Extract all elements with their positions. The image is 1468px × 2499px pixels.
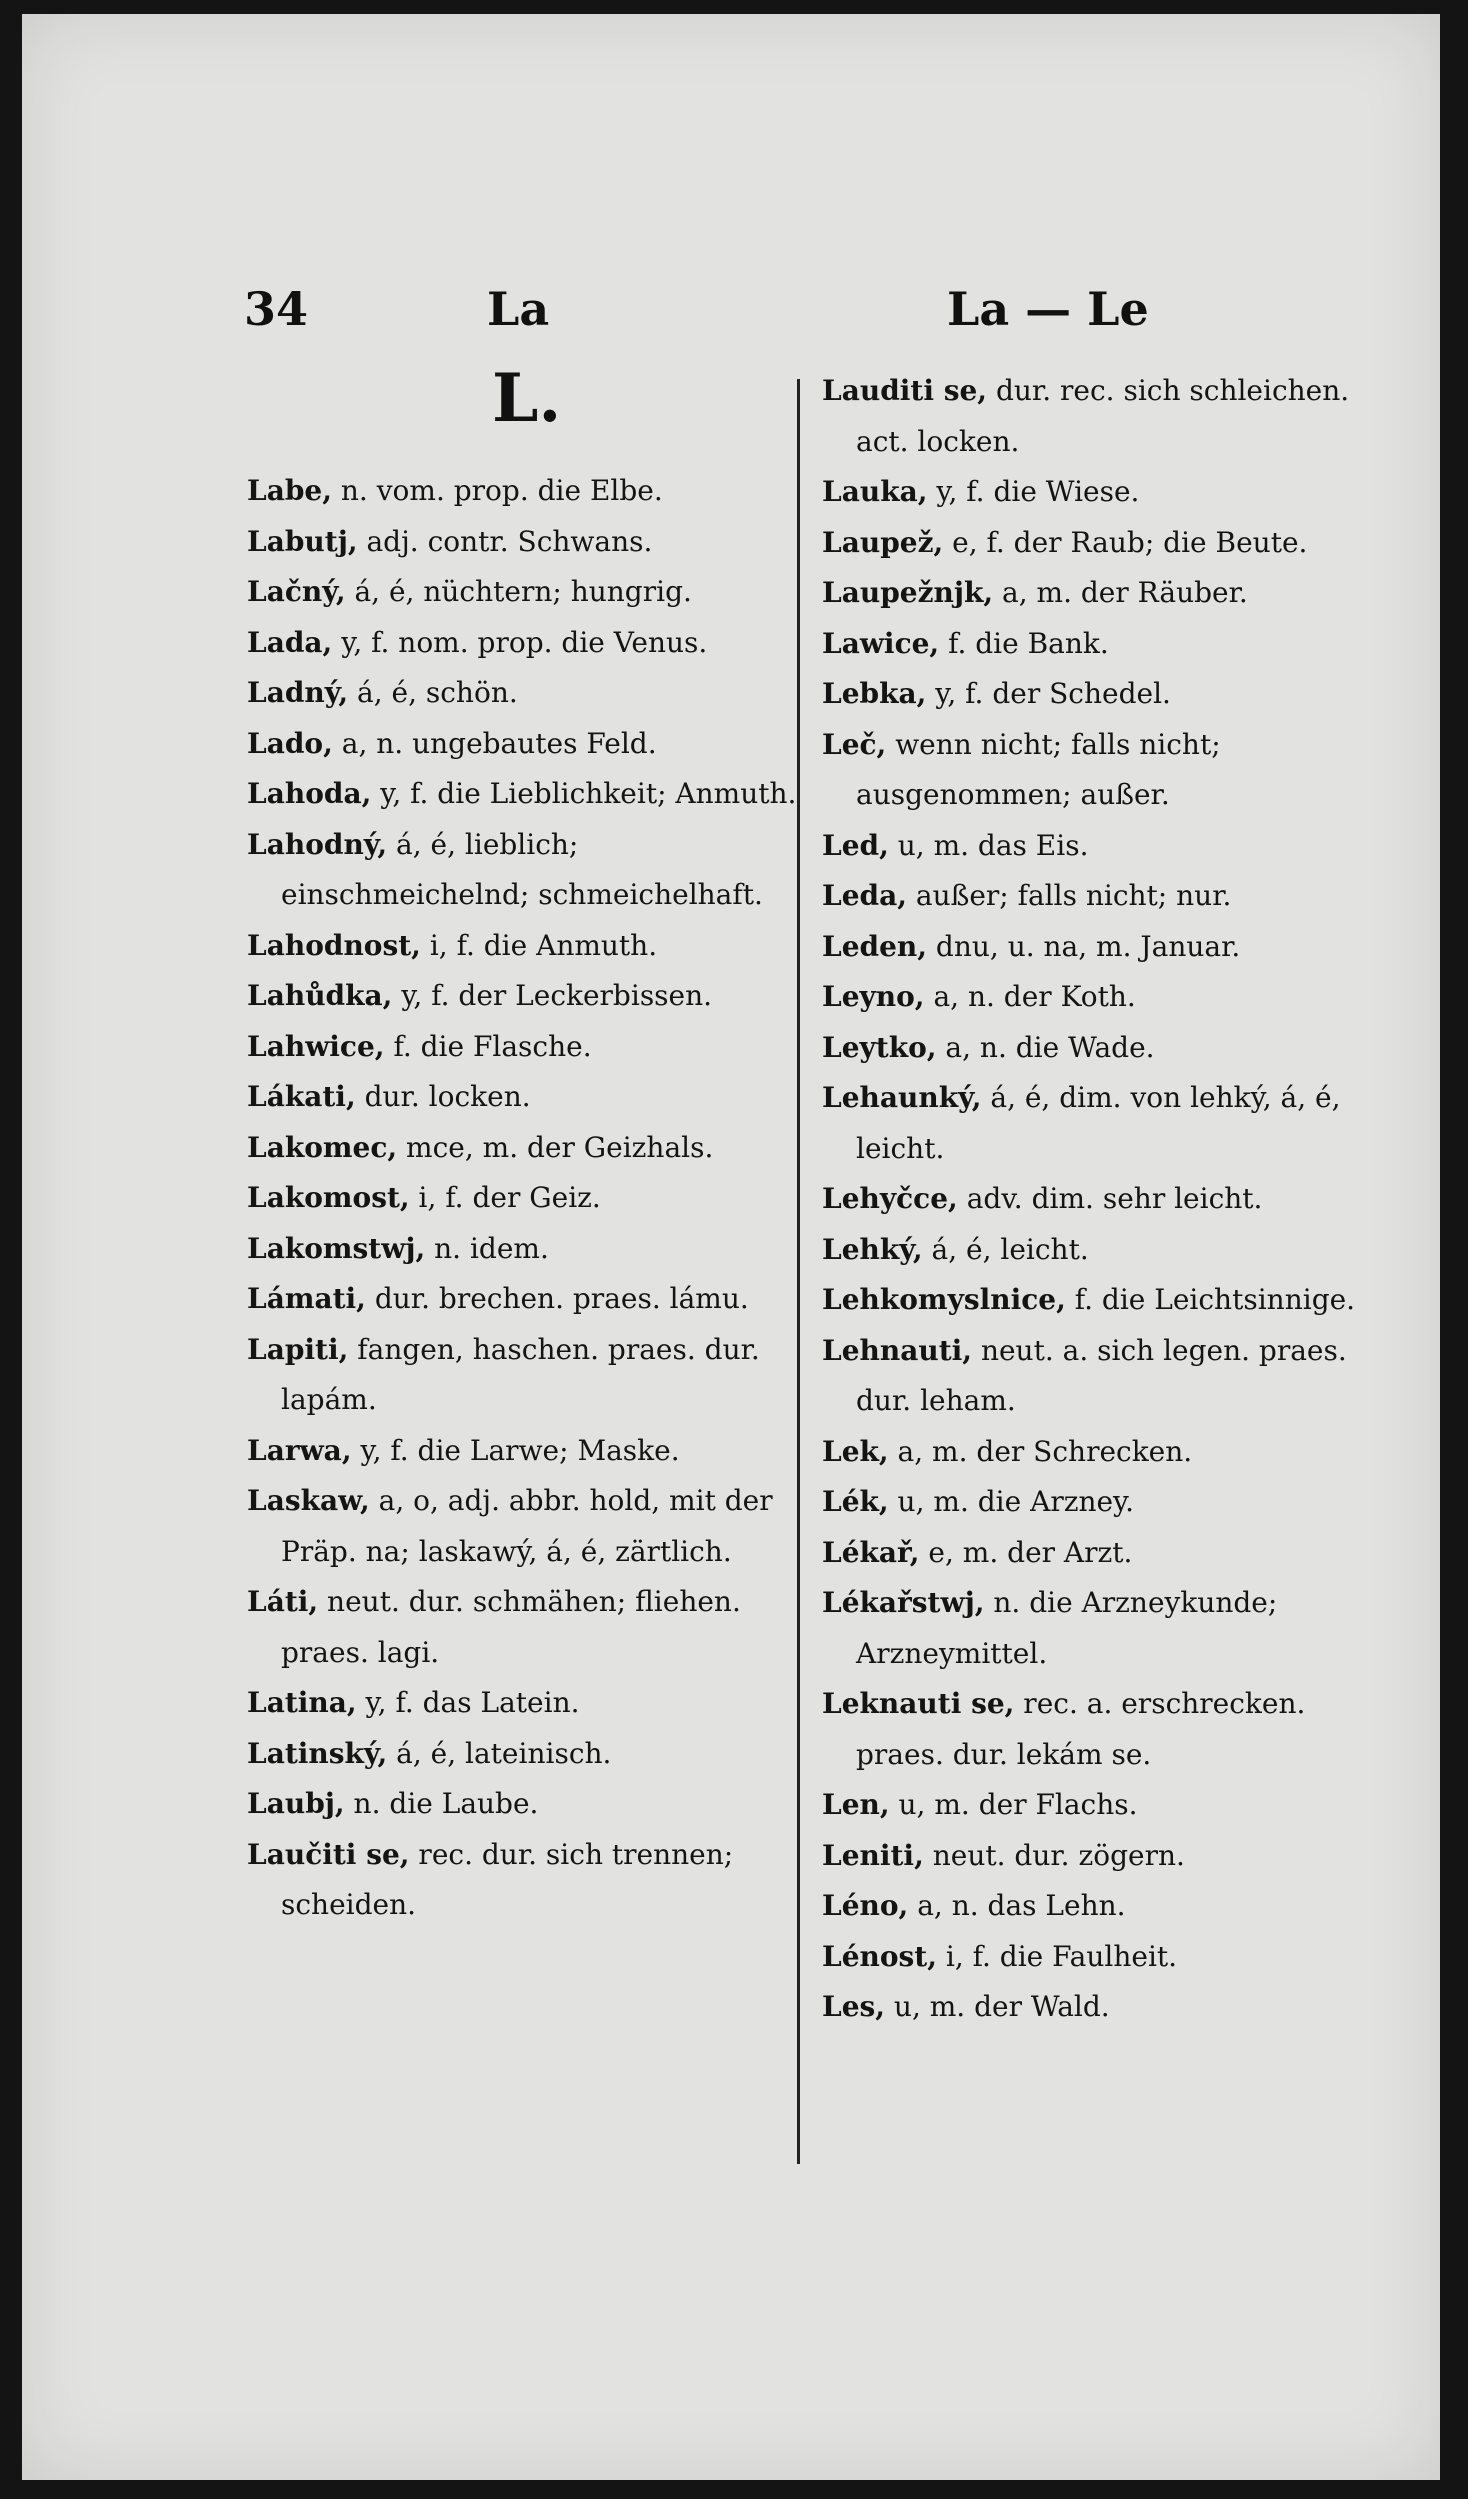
entry-definition: y, f. nom. prop. die Venus. [332,625,708,659]
entry-headword: Lehkomyslnice, [822,1283,1066,1316]
entry-headword: Leda, [822,879,907,912]
entry-definition: a, n. der Koth. [924,980,1136,1013]
entry-headword: Lado, [247,726,333,760]
dictionary-entry [822,821,1382,872]
dictionary-entry [247,820,807,921]
entry-headword: Lahodnost, [247,928,421,962]
entry-headword: Lénost, [822,1939,937,1973]
entry-headword: Leknauti se, [822,1687,1015,1720]
entry-headword: Lauditi se, [822,374,988,407]
dictionary-entry [247,1830,807,1931]
dictionary-entry [822,1578,1382,1679]
entry-headword: Lawice, [822,626,940,660]
entry-headword: Labutj, [247,524,358,558]
dictionary-entry [247,1476,807,1577]
entry-definition: neut. dur. schmähen; fliehen. praes. lagi. [281,1585,741,1669]
entry-definition: i, f. die Anmuth. [420,928,658,962]
dictionary-entry [822,1275,1382,1326]
dictionary-entry [247,1224,807,1275]
entry-headword: Lehnauti, [822,1333,973,1367]
dictionary-entry [822,1073,1382,1174]
dictionary-entry [247,1173,807,1224]
entry-headword: Lauka, [822,475,928,508]
entry-definition: á, é, nüchtern; hungrig. [345,575,692,608]
dictionary-entry [247,1274,807,1325]
left-running-head: La [487,282,550,336]
dictionary-entry [822,1225,1382,1276]
right-column [822,366,1382,2033]
entry-headword: Laučiti se, [247,1837,410,1871]
entry-headword: Les, [822,1990,886,2023]
entry-definition: a, n. die Wade. [936,1030,1155,1064]
entry-headword: Lehyčce, [822,1182,958,1215]
entry-definition: u, m. der Wald. [885,1990,1110,2023]
dictionary-entry [822,366,1382,467]
dictionary-entry [247,1426,807,1477]
dictionary-entry [822,568,1382,619]
entry-headword: Lačný, [247,575,346,608]
entry-definition: y, f. das Latein. [356,1686,580,1719]
entry-definition: f. die Leichtsinnige. [1065,1283,1356,1316]
column-divider [797,379,800,2164]
dictionary-entry [247,517,807,568]
entry-headword: Leyno, [822,980,925,1013]
dictionary-entry [822,467,1382,518]
left-column [247,466,807,1931]
entry-definition: y, f. die Wiese. [927,475,1140,508]
entry-definition: rec. a. erschrecken. praes. dur. lekám se. [856,1687,1306,1771]
entry-headword: Ladný, [247,676,349,709]
entry-headword: Lebka, [822,677,927,710]
entry-headword: Lámati, [247,1282,366,1315]
entry-definition: n. idem. [425,1231,549,1265]
section-letter: L. [492,359,562,437]
dictionary-entry [822,518,1382,569]
entry-headword: Latinský, [247,1736,388,1770]
entry-headword: Lehký, [822,1232,923,1266]
entry-definition: n. die Arzneykunde; Arzneymittel. [856,1586,1278,1670]
dictionary-entry [247,1072,807,1123]
dictionary-entry [247,618,807,669]
entry-definition: y, f. die Lieblichkeit; Anmuth. [371,777,797,810]
entry-definition: y, f. der Leckerbissen. [392,979,713,1012]
entry-definition: dur. rec. sich schleichen. act. locken. [856,374,1350,458]
entry-headword: Leden, [822,929,927,963]
dictionary-entry [247,1678,807,1729]
dictionary-entry [247,466,807,517]
entry-definition: mce, m. der Geizhals. [397,1130,714,1164]
entry-headword: Lek, [822,1434,889,1468]
entry-headword: Labe, [247,474,332,507]
dictionary-entry [247,1577,807,1678]
entry-headword: Lahodný, [247,827,388,861]
dictionary-entry [822,1427,1382,1478]
dictionary-entry [822,1881,1382,1932]
entry-headword: Laskaw, [247,1484,370,1517]
dictionary-entry [247,1022,807,1073]
entry-headword: Leč, [822,727,887,761]
entry-definition: a, m. der Schrecken. [888,1434,1193,1468]
dictionary-entry [822,1982,1382,2033]
dictionary-page [22,14,1440,2480]
entry-definition: fangen, haschen. praes. dur. lapám. [281,1332,760,1416]
dictionary-entry [247,719,807,770]
dictionary-entry [822,1326,1382,1427]
entry-definition: u, m. das Eis. [888,828,1089,862]
entry-definition: y, f. der Schedel. [926,677,1171,710]
dictionary-entry [822,871,1382,922]
dictionary-entry [247,668,807,719]
entry-definition: u, m. der Flachs. [889,1788,1138,1821]
entry-headword: Len, [822,1788,890,1821]
dictionary-entry [247,1779,807,1830]
entry-headword: Lahwice, [247,1029,385,1063]
entry-headword: Lehaunký, [822,1081,982,1114]
page-header [22,14,1440,334]
entry-definition: wenn nicht; falls nicht; ausgenommen; außer. [856,727,1221,811]
entry-headword: Latina, [247,1686,357,1719]
dictionary-entry [822,1932,1382,1983]
entry-headword: Lakomec, [247,1130,398,1164]
entry-definition: a, n. ungebautes Feld. [332,726,657,760]
entry-definition: y, f. die Larwe; Maske. [351,1433,680,1467]
entry-headword: Lék, [822,1485,889,1518]
dictionary-entry [822,1023,1382,1074]
dictionary-entry [247,921,807,972]
entry-headword: Lékařstwj, [822,1586,985,1619]
entry-definition: adv. dim. sehr leicht. [957,1182,1263,1215]
dictionary-entry [247,567,807,618]
dictionary-entry [247,1123,807,1174]
entry-definition: dur. locken. [355,1080,531,1113]
entry-definition: á, é, schön. [348,676,518,709]
entry-headword: Lapiti, [247,1332,349,1366]
entry-headword: Léno, [822,1889,909,1922]
dictionary-entry [247,1729,807,1780]
dictionary-entry [822,1679,1382,1780]
entry-definition: á, é, lateinisch. [387,1736,612,1770]
page-number: 34 [244,282,309,336]
entry-definition: e, m. der Arzt. [919,1535,1133,1569]
dictionary-entry [822,972,1382,1023]
right-running-head: La — Le [947,282,1149,336]
entry-definition: adj. contr. Schwans. [357,524,653,558]
entry-headword: Leytko, [822,1030,937,1064]
entry-definition: außer; falls nicht; nur. [906,879,1232,912]
dictionary-entry [822,1174,1382,1225]
entry-definition: dur. brechen. praes. lámu. [365,1282,749,1315]
entry-definition: á, é, leicht. [922,1232,1089,1266]
entry-headword: Led, [822,828,889,862]
entry-definition: a, n. das Lehn. [908,1889,1126,1922]
entry-headword: Lahoda, [247,777,372,810]
entry-definition: e, f. der Raub; die Beute. [943,525,1308,559]
entry-definition: i, f. die Faulheit. [936,1939,1178,1973]
entry-headword: Láti, [247,1585,319,1618]
entry-headword: Leniti, [822,1838,924,1872]
entry-headword: Lékař, [822,1535,920,1569]
entry-definition: a, m. der Räuber. [993,576,1248,609]
entry-headword: Laupež, [822,525,944,559]
entry-headword: Lakomstwj, [247,1231,426,1265]
entry-definition: á, é, lieblich; einschmeichelnd; schmeichelhaft. [281,827,763,911]
entry-headword: Lakomost, [247,1181,410,1214]
entry-definition: neut. a. sich legen. praes. dur. leham. [856,1333,1347,1417]
entry-definition: dnu, u. na, m. Januar. [927,929,1241,963]
entry-headword: Laubj, [247,1787,345,1820]
dictionary-entry [247,1325,807,1426]
entry-definition: n. die Laube. [344,1787,539,1820]
entry-headword: Lahůdka, [247,979,393,1012]
dictionary-entry [822,720,1382,821]
entry-definition: f. die Flasche. [384,1029,592,1063]
entry-definition: á, é, dim. von lehký, á, é, leicht. [856,1081,1341,1165]
entry-headword: Lákati, [247,1080,356,1113]
entry-definition: rec. dur. sich trennen; scheiden. [281,1837,734,1921]
entry-definition: u, m. die Arzney. [888,1485,1135,1518]
dictionary-entry [822,1780,1382,1831]
dictionary-entry [822,669,1382,720]
entry-definition: a, o, adj. abbr. hold, mit der Präp. na; laskawý, á, é, zärtlich. [281,1484,773,1568]
entry-headword: Laupežnjk, [822,576,994,609]
dictionary-entry [822,1528,1382,1579]
dictionary-entry [822,1477,1382,1528]
entry-headword: Lada, [247,625,333,659]
dictionary-entry [247,769,807,820]
entry-definition: n. vom. prop. die Elbe. [331,474,663,507]
entry-definition: i, f. der Geiz. [409,1181,601,1214]
entry-definition: neut. dur. zögern. [923,1838,1185,1872]
dictionary-entry [247,971,807,1022]
entry-headword: Larwa, [247,1433,352,1467]
dictionary-entry [822,619,1382,670]
dictionary-entry [822,922,1382,973]
entry-definition: f. die Bank. [939,626,1109,660]
dictionary-entry [822,1831,1382,1882]
